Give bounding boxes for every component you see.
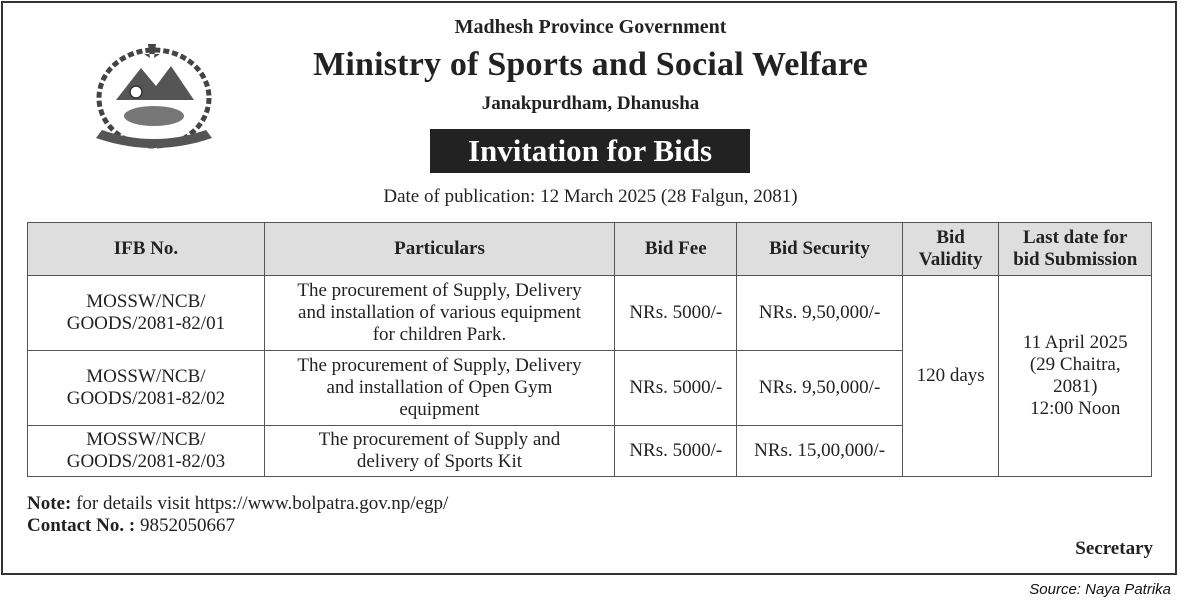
particulars-l3: for children Park. bbox=[372, 324, 507, 345]
ifb-cell bbox=[28, 351, 265, 426]
header-bid-validity-l2: Validity bbox=[918, 249, 983, 270]
ifb-no-l1: MOSSW/NCB/ bbox=[86, 429, 206, 450]
government-name: Madhesh Province Government bbox=[454, 16, 727, 38]
header-bid-fee: Bid Fee bbox=[615, 223, 737, 276]
last-date-l3: 2081) bbox=[1053, 376, 1098, 397]
bid-validity-cell: 120 days bbox=[902, 276, 999, 477]
particulars-l1: The procurement of Supply and bbox=[318, 429, 561, 450]
header-particulars: Particulars bbox=[264, 223, 614, 276]
bids-table bbox=[27, 222, 1152, 477]
notice-title: Invitation for Bids bbox=[430, 129, 750, 173]
header-last-date-l2: bid Submission bbox=[1013, 249, 1138, 270]
last-date-l4: 12:00 Noon bbox=[1030, 398, 1121, 419]
ifb-no-l2: GOODS/2081-82/03 bbox=[66, 451, 226, 472]
bid-security-cell: NRs. 15,00,000/- bbox=[737, 426, 902, 477]
last-date-cell bbox=[999, 276, 1152, 477]
particulars-l2: delivery of Sports Kit bbox=[356, 451, 523, 472]
contact-line bbox=[27, 515, 235, 537]
particulars-l2: and installation of Open Gym bbox=[326, 377, 553, 398]
particulars-cell bbox=[264, 276, 614, 351]
particulars-l2: and installation of various equipment bbox=[298, 302, 581, 323]
note-label: Note: bbox=[27, 493, 72, 514]
bid-fee-cell: NRs. 5000/- bbox=[615, 351, 737, 426]
ifb-no-l1: MOSSW/NCB/ bbox=[86, 291, 206, 312]
contact-label: Contact No. : bbox=[27, 515, 136, 536]
header-last-date bbox=[999, 223, 1152, 276]
publication-date: Date of publication: 12 March 2025 (28 Falgun, 2081) bbox=[383, 186, 798, 207]
particulars-cell bbox=[264, 351, 614, 426]
header-bid-validity-l1: Bid bbox=[936, 227, 965, 248]
header-last-date-l1: Last date for bbox=[1023, 227, 1128, 248]
ministry-location: Janakpurdham, Dhanusha bbox=[481, 93, 700, 114]
particulars-cell bbox=[264, 426, 614, 477]
note-text: for details visit https://www.bolpatra.gov.np/egp/ bbox=[71, 493, 449, 514]
particulars-l1: The procurement of Supply, Delivery bbox=[297, 355, 582, 376]
last-date-l2: (29 Chaitra, bbox=[1029, 354, 1121, 375]
note-line bbox=[27, 493, 448, 515]
source-credit: Source: Naya Patrika bbox=[1029, 581, 1171, 598]
header-bid-validity bbox=[902, 223, 999, 276]
particulars-l1: The procurement of Supply, Delivery bbox=[297, 280, 582, 301]
ifb-no-l1: MOSSW/NCB/ bbox=[86, 366, 206, 387]
ifb-cell bbox=[28, 426, 265, 477]
contact-number: 9852050667 bbox=[135, 515, 235, 536]
ministry-name: Ministry of Sports and Social Welfare bbox=[313, 46, 868, 83]
bid-fee-cell: NRs. 5000/- bbox=[615, 276, 737, 351]
bid-fee-cell: NRs. 5000/- bbox=[615, 426, 737, 477]
table-row bbox=[28, 276, 1152, 351]
ifb-cell bbox=[28, 276, 265, 351]
particulars-l3: equipment bbox=[399, 399, 480, 420]
ifb-no-l2: GOODS/2081-82/02 bbox=[66, 388, 226, 409]
ifb-no-l2: GOODS/2081-82/01 bbox=[66, 313, 226, 334]
header-bid-security: Bid Security bbox=[737, 223, 902, 276]
header-ifb-no: IFB No. bbox=[28, 223, 265, 276]
last-date-l1: 11 April 2025 bbox=[1022, 332, 1128, 353]
bid-security-cell: NRs. 9,50,000/- bbox=[737, 276, 902, 351]
signatory: Secretary bbox=[1075, 538, 1153, 559]
table-header-row bbox=[28, 223, 1152, 276]
bid-security-cell: NRs. 9,50,000/- bbox=[737, 351, 902, 426]
